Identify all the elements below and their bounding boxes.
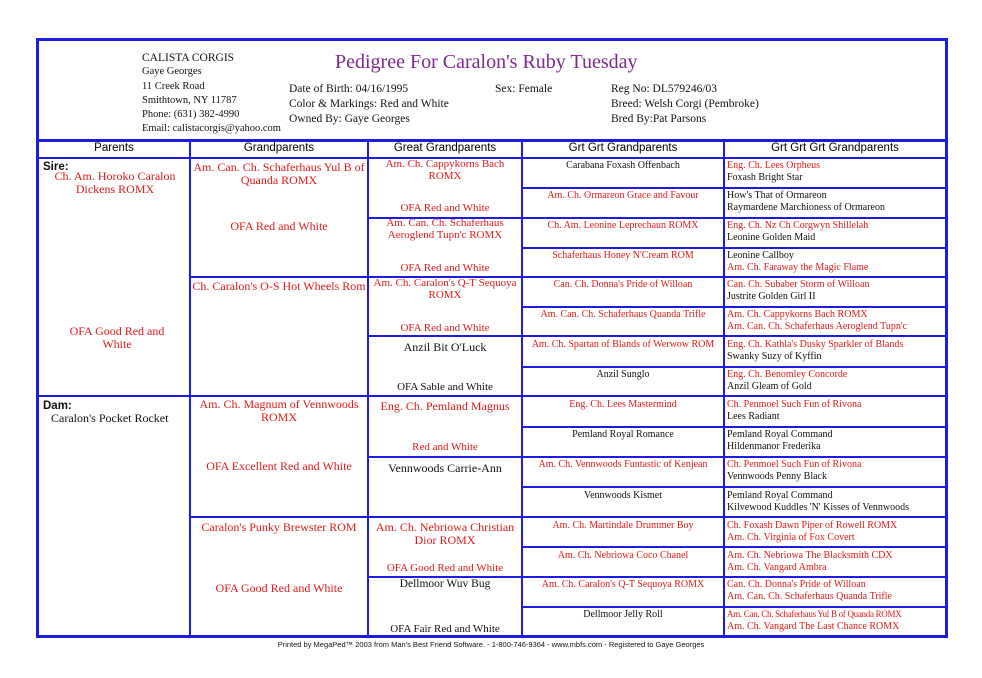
grt-grt-grt-pair-8: [727, 369, 945, 392]
grt-grt-6: Am. Can. Ch. Schaferhaus Quanda Trifle: [540, 309, 706, 320]
info-col-left: [289, 82, 449, 127]
sire-label: Sire:: [43, 161, 69, 173]
great-grandparent-1: Am. Ch. Cappykorns Bach ROMX: [385, 158, 505, 182]
grandparent-1: Am. Can. Ch. Schaferhaus Yul B of Quanda ROMX: [193, 160, 365, 187]
ancestor-name: Eng. Ch. Benomley Concorde: [727, 369, 848, 380]
great-grandparent-8-ofa: OFA Fair Red and White: [390, 623, 500, 635]
grt-grt-grt-pair-4: [727, 250, 945, 273]
grt-grt-1: Carabana Foxash Offenbach: [566, 160, 680, 171]
ancestor-name: Am. Can. Ch. Schaferhaus Yul B of Quanda ROMX: [727, 609, 902, 619]
ancestor-name: Hildenmanor Frederika: [727, 440, 821, 452]
divider: [521, 247, 945, 249]
ancestor-name: Eng. Ch. Nz Ch Corgwyn Shillelah: [727, 220, 869, 231]
ancestor-name: Am. Ch. Cappykorns Bach ROMX: [727, 309, 868, 320]
grandparent-4: Caralon's Punky Brewster ROM: [201, 520, 357, 534]
grt-grt-10: Pemland Royal Romance: [572, 429, 674, 440]
grt-grt-grt-pair-15: [727, 579, 945, 602]
great-grandparent-2-ofa: OFA Red and White: [400, 262, 490, 274]
sex: Sex: Female: [495, 83, 553, 95]
col-header-grandparents: Grandparents: [243, 142, 315, 154]
great-grandparent-5: Eng. Ch. Pemland Magnus: [380, 399, 510, 413]
grt-grt-grt-pair-14: [727, 550, 945, 573]
ancestor-name: Foxash Bright Star: [727, 171, 803, 183]
col-header-grt-grt: Grt Grt Grandparents: [568, 142, 678, 154]
ancestor-name: Eng. Ch. Lees Orpheus: [727, 160, 821, 171]
divider: [521, 366, 945, 368]
sire-cell: [43, 162, 187, 196]
footer-note: Printed by MegaPed™ 2003 from Man's Best Friend Software. - 1-800-746-9364 - www.mbfs.com - Registered to Gaye Georges: [277, 640, 705, 649]
grt-grt-13: Am. Ch. Martindale Drummer Boy: [552, 520, 694, 531]
color-markings: Color & Markings: Red and White: [289, 98, 449, 110]
ancestor-name: How's That of Ormareon: [727, 190, 827, 201]
grt-grt-grt-pair-13: [727, 520, 945, 543]
great-grandparent-2: Am. Can. Ch. Schaferhaus Aeroglend Tupn'c ROMX: [386, 217, 504, 241]
grt-grt-grt-pair-11: [727, 459, 945, 482]
grt-grt-2: Am. Ch. Ormareon Grace and Favour: [547, 190, 699, 201]
grt-grt-3: Ch. Am. Leonine Leprechaun ROMX: [547, 220, 699, 231]
reg-number: Reg No: DL579246/03: [611, 83, 718, 95]
breeder-phone: Phone: (631) 382-4990: [142, 109, 240, 121]
ancestor-name: Ch. Penmoel Such Fun of Rivona: [727, 459, 862, 470]
grt-grt-11: Am. Ch. Vennwoods Funtastic of Kenjean: [538, 459, 708, 470]
dam-name: Caralon's Pocket Rocket: [51, 411, 169, 425]
breeder-block: [142, 51, 281, 137]
ancestor-name: Leonine Golden Maid: [727, 231, 816, 243]
dam-label: Dam:: [43, 400, 72, 412]
grandparent-2: Ch. Caralon's O-S Hot Wheels Rom: [192, 279, 366, 293]
breeder-email: Email: calistacorgis@yahoo.com: [142, 123, 281, 135]
great-grandparent-3-ofa: OFA Red and White: [400, 322, 490, 334]
ancestor-name: Eng. Ch. Kathla's Dusky Sparkler of Blands: [727, 339, 904, 350]
grandparent-3: Am. Ch. Magnum of Vennwoods ROMX: [199, 397, 359, 424]
breeder-name: Gaye Georges: [142, 66, 202, 78]
grt-grt-5: Can. Ch. Donna's Pride of Willoan: [553, 279, 693, 290]
divider: [367, 335, 945, 337]
divider: [189, 516, 945, 518]
great-grandparent-8: Dellmoor Wuv Bug: [399, 578, 491, 590]
col-header-parents: Parents: [94, 142, 134, 154]
great-grandparent-6: Vennwoods Carrie-Ann: [388, 461, 502, 475]
great-grandparent-4: Anzil Bit O'Luck: [403, 340, 487, 354]
breeder-city: Smithtown, NY 11787: [142, 94, 237, 106]
grt-grt-15: Am. Ch. Caralon's Q-T Sequoya ROMX: [541, 579, 705, 590]
great-grandparent-1-ofa: OFA Red and White: [400, 202, 490, 214]
pedigree-header: [39, 41, 945, 142]
grt-grt-12: Vennwoods Kismet: [583, 490, 663, 501]
col-header-great-grandparents: Great Grandparents: [393, 142, 497, 154]
grt-grt-grt-pair-2: [727, 190, 945, 213]
ancestor-name: Am. Ch. Faraway the Magic Flame: [727, 261, 869, 273]
page-title: Pedigree For Caralon's Ruby Tuesday: [335, 51, 638, 73]
great-grandparent-7: Am. Ch. Nebriowa Christian Dior ROMX: [375, 520, 515, 547]
divider: [521, 306, 945, 308]
col-header-grt-grt-grt: Grt Grt Grt Grandparents: [771, 142, 899, 154]
pedigree-frame: [36, 38, 948, 638]
breed: Breed: Welsh Corgi (Pembroke): [611, 98, 759, 110]
ancestor-name: Am. Can. Ch. Schaferhaus Aeroglend Tupn'c: [727, 320, 908, 332]
ancestor-name: Swanky Suzy of Kyffin: [727, 350, 822, 362]
info-col-mid: [495, 82, 552, 97]
ancestor-name: Ch. Penmoel Such Fun of Rivona: [727, 399, 862, 410]
ancestor-name: Vennwoods Penny Black: [727, 470, 827, 482]
divider: [39, 395, 945, 397]
divider: [521, 426, 945, 428]
ancestor-name: Am. Ch. Nebriowa The Blacksmith CDX: [727, 550, 893, 561]
grt-grt-16: Dellmoor Jelly Roll: [583, 609, 663, 620]
grt-grt-4: Schaferhaus Honey N'Cream ROM: [552, 250, 694, 261]
ancestor-name: Anzil Gleam of Gold: [727, 380, 812, 392]
divider: [521, 486, 945, 488]
grt-grt-grt-pair-7: [727, 339, 945, 362]
bred-by: Bred By:Pat Parsons: [611, 113, 707, 125]
sire-name: Ch. Am. Horoko Caralon Dickens ROMX: [54, 169, 176, 196]
great-grandparent-3: Am. Ch. Caralon's Q-T Sequoya ROMX: [373, 277, 517, 301]
grt-grt-grt-pair-10: [727, 429, 945, 452]
divider: [521, 546, 945, 548]
grt-grt-grt-pair-3: [727, 220, 945, 243]
grt-grt-grt-pair-1: [727, 160, 945, 183]
grt-grt-grt-pair-6: [727, 309, 945, 332]
dam-cell: [43, 401, 187, 425]
grandparent-4-ofa: OFA Good Red and White: [215, 581, 343, 595]
ancestor-name: Justrite Golden Girl II: [727, 290, 816, 302]
grandparent-3-ofa: OFA Excellent Red and White: [206, 459, 352, 473]
ancestor-name: Am. Can. Ch. Schaferhaus Quanda Trifle: [727, 590, 892, 602]
ancestor-name: Lees Radiant: [727, 410, 780, 422]
great-grandparent-5-ofa: Red and White: [412, 441, 478, 453]
grt-grt-9: Eng. Ch. Lees Mastermind: [569, 399, 677, 410]
ancestor-name: Ch. Foxash Dawn Piper of Rowell ROMX: [727, 520, 898, 531]
ancestor-name: Can. Ch. Donna's Pride of Willoan: [727, 579, 866, 590]
grt-grt-grt-pair-12: [727, 490, 945, 513]
divider: [189, 276, 945, 278]
grandparent-1-ofa: OFA Red and White: [230, 219, 328, 233]
ancestor-name: Am. Ch. Virginia of Fox Covert: [727, 531, 855, 543]
ancestor-name: Raymardene Marchioness of Ormareon: [727, 201, 885, 213]
ancestor-name: Can. Ch. Subaber Storm of Willoan: [727, 279, 870, 290]
ancestor-name: Pemland Royal Command: [727, 429, 833, 440]
kennel-name: CALISTA CORGIS: [142, 52, 235, 64]
ancestor-name: Leonine Callboy: [727, 250, 794, 261]
ancestor-name: Kilvewood Kuddles 'N' Kisses of Vennwoods: [727, 501, 910, 513]
grt-grt-grt-pair-5: [727, 279, 945, 302]
ancestor-name: Am. Ch. Vangard Ambra: [727, 561, 827, 573]
divider: [521, 606, 945, 608]
great-grandparent-7-ofa: OFA Good Red and White: [386, 562, 504, 574]
great-grandparent-4-ofa: OFA Sable and White: [397, 381, 493, 393]
divider: [521, 187, 945, 189]
grt-grt-7: Am. Ch. Spartan of Blands of Werwow ROM: [531, 339, 715, 350]
ancestor-name: Pemland Royal Command: [727, 490, 833, 501]
divider: [189, 142, 191, 635]
sire-ofa: OFA Good Red and White: [69, 324, 165, 351]
grt-grt-grt-pair-9: [727, 399, 945, 422]
grt-grt-8: Anzil Sunglo: [596, 369, 650, 380]
date-of-birth: Date of Birth: 04/16/1995: [289, 83, 409, 95]
info-col-right: [611, 82, 759, 127]
divider: [723, 142, 725, 635]
owned-by: Owned By: Gaye Georges: [289, 113, 410, 125]
grt-grt-grt-pair-16: [727, 609, 945, 632]
grt-grt-14: Am. Ch. Nebriowa Coco Chanel: [557, 550, 689, 561]
breeder-street: 11 Creek Road: [142, 80, 205, 92]
ancestor-name: Am. Ch. Vangard The Last Chance ROMX: [727, 620, 900, 632]
divider: [367, 456, 945, 458]
pedigree-grid: [39, 142, 945, 635]
